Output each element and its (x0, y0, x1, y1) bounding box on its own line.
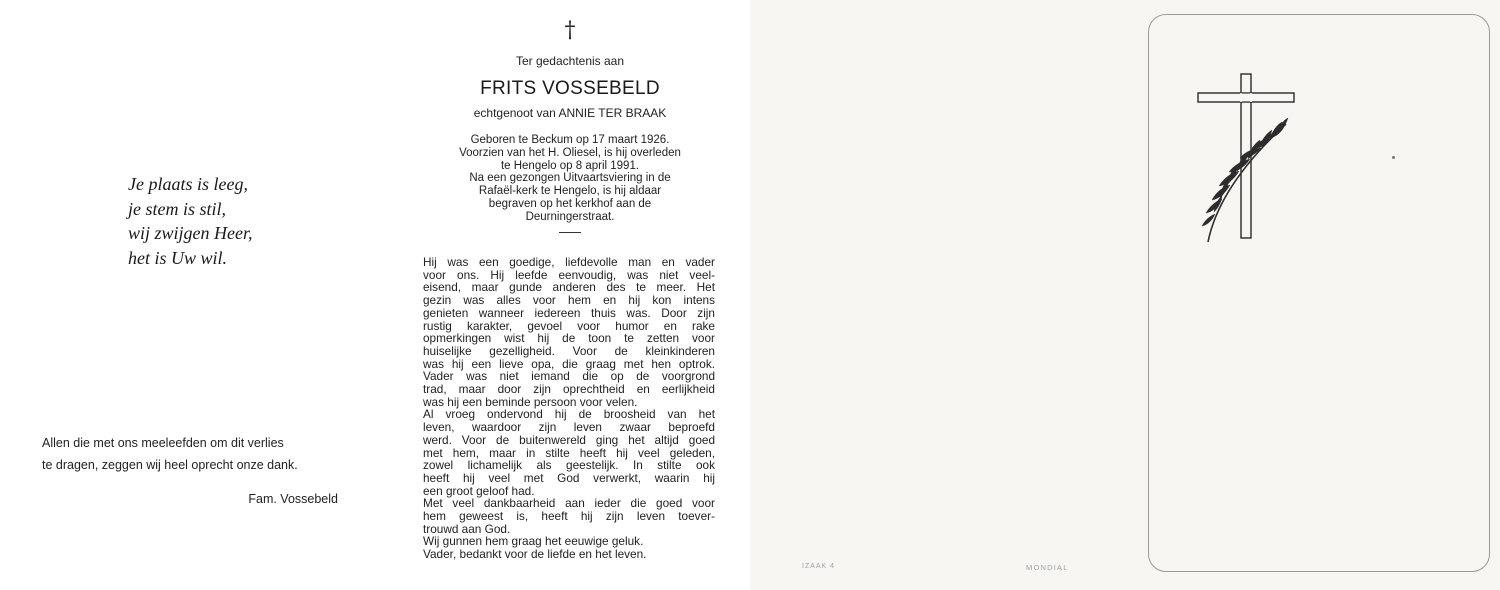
card-front (750, 0, 1500, 590)
printer-mark: MONDIAL (1026, 563, 1069, 572)
bio-line: Al vroeg ondervond hij de broosheid van het (423, 407, 715, 422)
bio-line: trad, maar door zijn oprechtheid en eerlijkheid (423, 382, 715, 397)
thank-you-note (42, 432, 338, 510)
bio-line: trouwd aan God. (423, 521, 511, 536)
bio-line: was hij een beminde persoon voor velen. (423, 394, 638, 409)
bio-line: genieten wanneer iedereen thuis was. Door zijn (423, 305, 715, 320)
bio-line: met hem, maar in stilte heeft hij veel geleden, (423, 445, 715, 460)
dagger-icon: † (564, 18, 576, 43)
poem (128, 172, 253, 270)
bio-line: Met veel dankbaarheid aan ieder die goed voor (423, 496, 715, 511)
bio-line: hem geweest is, heeft hij zijn leven toever- (423, 509, 715, 524)
divider-rule (559, 232, 581, 233)
thanks-line: te dragen, zeggen wij heel oprecht onze dank. (42, 458, 298, 472)
poem-line: Je plaats is leeg, (128, 174, 248, 194)
bio-line: gezin was alles voor hem en hij kon intens (423, 293, 715, 308)
fact-line: Voorzien van het H. Oliesel, is hij overleden (459, 146, 681, 159)
bio-line: leven, waardoor zijn leven zwaar beproefd (423, 420, 715, 435)
printer-code: IZAAK 4 (802, 563, 836, 570)
deceased-name: FRITS VOSSEBELD (480, 78, 660, 99)
intro-text: Ter gedachtenis aan (515, 54, 625, 68)
fact-line: Deurningerstraat. (525, 210, 615, 223)
poem-line: wij zwijgen Heer, (128, 223, 253, 243)
bio-line: was hij een lieve opa, die graag met hen optrok. (423, 356, 715, 371)
cross-icon (1194, 72, 1304, 248)
thanks-line: Allen die met ons meeleefden om dit verlies (42, 436, 284, 450)
bio-line: Hij was een goedige, liefdevolle man en vader (423, 255, 715, 269)
fact-line: Geboren te Beckum op 17 maart 1926. (470, 134, 670, 146)
bio-line: Vader, bedankt voor de liefde en het leven. (423, 547, 647, 562)
family-signature: Fam. Vossebeld (248, 492, 338, 506)
fact-line: Rafaël-kerk te Hengelo, is hij aldaar (478, 185, 662, 198)
fact-line: te Hengelo op 8 april 1991. (500, 159, 640, 172)
paper-speck (1392, 156, 1395, 159)
spouse-line: echtgenoot van ANNIE TER BRAAK (473, 106, 667, 120)
fact-line: Na een gezongen Uitvaartsviering in de (469, 172, 671, 185)
bio-line: eisend, maar gunde anderen des te meer. Het (423, 280, 715, 295)
biography (423, 256, 715, 561)
life-facts (410, 134, 730, 224)
bio-line: Wij gunnen hem graag het eeuwige geluk. (423, 534, 644, 549)
bio-line: huiselijke gezelligheid. Voor de kleinkinderen (423, 343, 715, 358)
bio-line: rustig karakter, gevoel voor humor en rake (423, 318, 715, 333)
memorial-header (410, 18, 730, 233)
fact-line: begraven op het kerkhof aan de (488, 197, 652, 210)
bio-line: een groot geloof had. (423, 483, 535, 498)
poem-line: het is Uw wil. (128, 247, 228, 268)
poem-line: je stem is stil, (128, 198, 226, 219)
bio-line: heeft hij veel met God verwerkt, waarin hij (423, 470, 715, 485)
bio-line: zowel lichamelijk als geestelijk. In stilte ook (423, 458, 715, 473)
bio-line: Vader was niet iemand die op de voorgrond (423, 369, 715, 384)
bio-line: voor ons. Hij leefde eenvoudig, was niet veel- (423, 267, 715, 282)
bio-line: opmerkingen wist hij de toon te zetten voor (423, 331, 715, 346)
bio-line: werd. Voor de buitenwereld ging het altijd goed (423, 432, 715, 447)
